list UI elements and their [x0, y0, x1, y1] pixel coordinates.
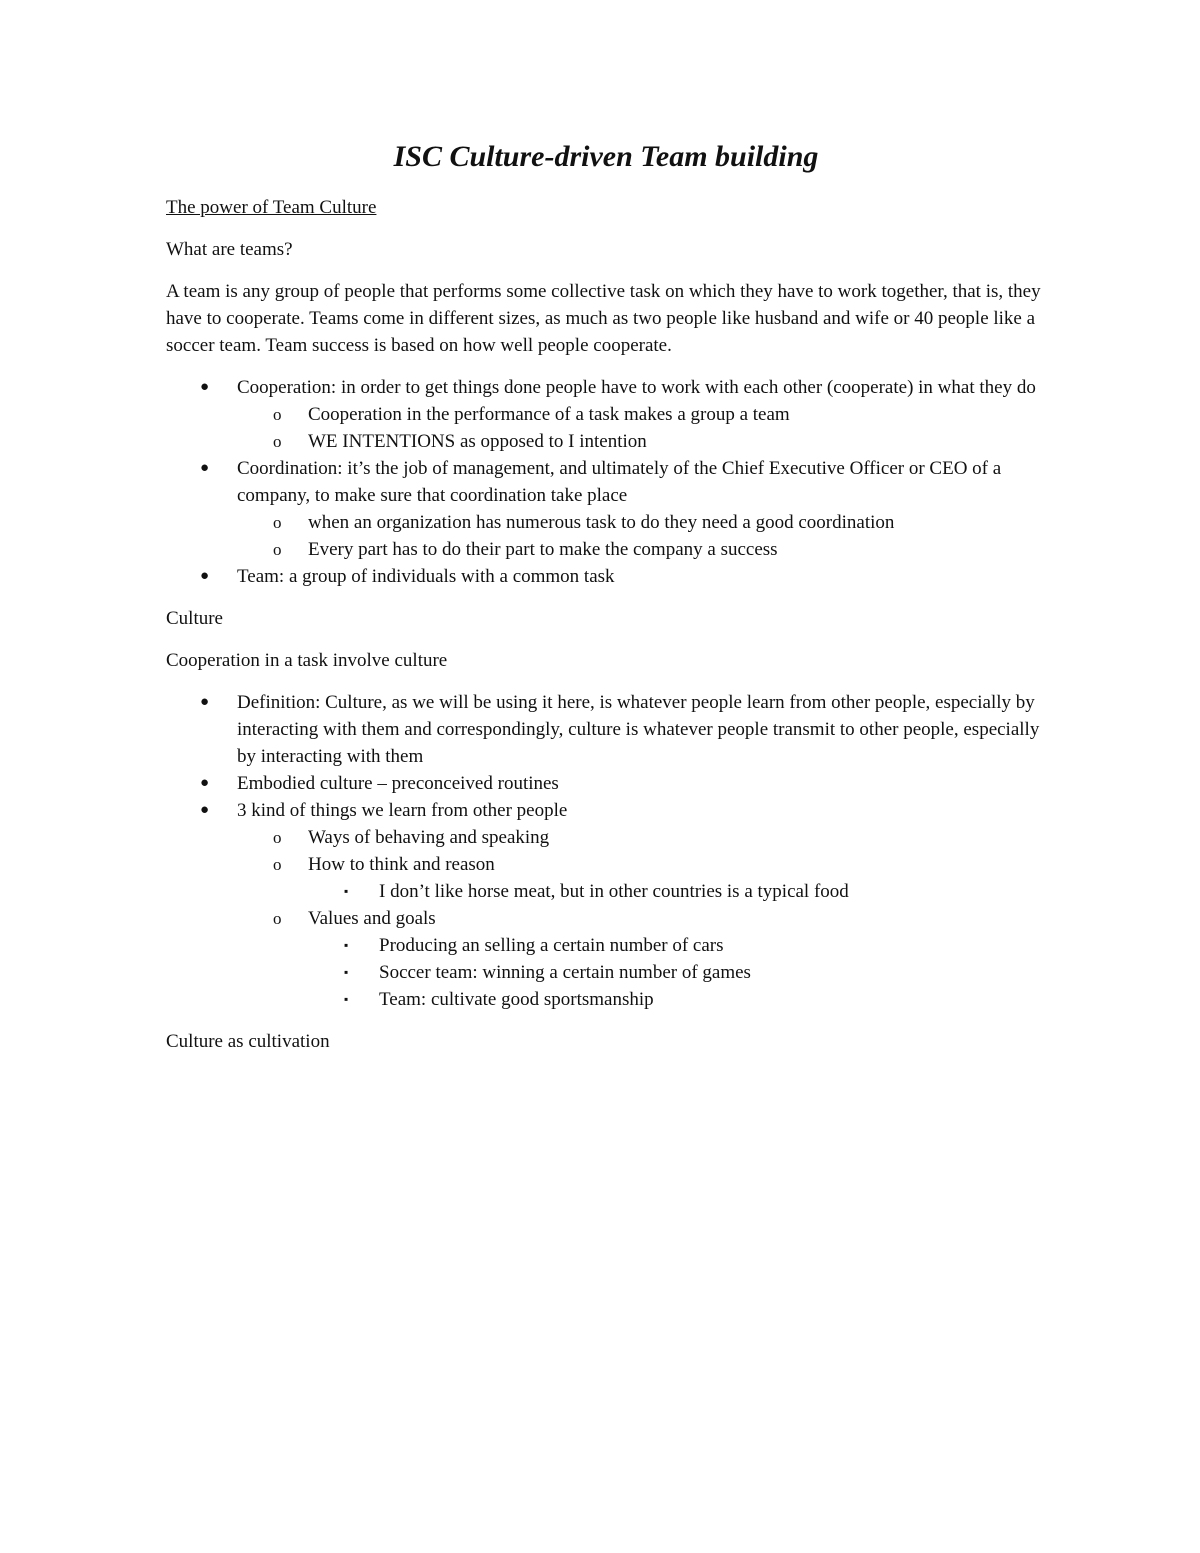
section-heading: The power of Team Culture [166, 197, 377, 218]
list-item-text: WE INTENTIONS as opposed to I intention [308, 431, 647, 452]
list-item [237, 536, 1046, 563]
culture-intro: Cooperation in a task involve culture [166, 650, 448, 671]
circle-marker: o [273, 513, 282, 532]
question-teams: What are teams? [166, 239, 293, 260]
circle-marker: o [273, 855, 282, 874]
bullet-marker: ● [200, 379, 210, 395]
sub-sub-list [308, 878, 1046, 905]
list-item-text: Definition: Culture, as we will be using it here, is whatever people learn from other people, especially by interacting with them and correspondingly, culture is whatever people transmit to other people, especially by interacting with them [237, 692, 1040, 767]
circle-marker: o [273, 540, 282, 559]
list-item-text: Coordination: it’s the job of management, and ultimately of the Chief Executive Officer or CEO of a company, to make sure that coordination take place [237, 458, 1002, 506]
sub-list [237, 509, 1046, 563]
list-item [166, 689, 1046, 770]
list-item [166, 563, 1046, 590]
list-item-text: Soccer team: winning a certain number of games [379, 962, 751, 983]
square-marker: ▪ [344, 938, 349, 952]
list-item [166, 374, 1046, 455]
square-marker: ▪ [344, 965, 349, 979]
closing-heading: Culture as cultivation [166, 1031, 330, 1052]
list-item-text: How to think and reason [308, 854, 495, 875]
bullet-marker: ● [200, 802, 210, 818]
circle-marker: o [273, 828, 282, 847]
sub-sub-list [308, 932, 1046, 1013]
document-body [166, 138, 1046, 1070]
sub-list [237, 824, 1046, 1013]
list-item [308, 932, 1046, 959]
list-item-text: 3 kind of things we learn from other people [237, 800, 568, 821]
list-item [237, 851, 1046, 905]
list-item [237, 401, 1046, 428]
list-item [308, 878, 1046, 905]
list-item [166, 455, 1046, 563]
list-item-text: Cooperation: in order to get things done people have to work with each other (cooperate) in what they do [237, 377, 1036, 398]
intro-paragraph: A team is any group of people that performs some collective task on which they have to work together, that is, they have to cooperate. Teams come in different sizes, as much as two people like husband and wife or 40 people like a soccer team. Team success is based on how well people cooperate. [166, 281, 1041, 356]
bullet-marker: ● [200, 775, 210, 791]
square-marker: ▪ [344, 992, 349, 1006]
list-item-text: I don’t like horse meat, but in other countries is a typical food [379, 881, 849, 902]
document-title: ISC Culture-driven Team building [393, 140, 819, 173]
list-item [308, 986, 1046, 1013]
list-item-text: Every part has to do their part to make the company a success [308, 539, 778, 560]
list-item [166, 797, 1046, 1013]
list-item [237, 824, 1046, 851]
culture-heading: Culture [166, 608, 223, 629]
team-bullet-list [166, 374, 1046, 590]
list-item-text: Team: a group of individuals with a common task [237, 566, 615, 587]
list-item-text: Team: cultivate good sportsmanship [379, 989, 654, 1010]
list-item-text: Ways of behaving and speaking [308, 827, 550, 848]
list-item [237, 428, 1046, 455]
list-item [166, 770, 1046, 797]
bullet-marker: ● [200, 568, 210, 584]
list-item-text: Cooperation in the performance of a task makes a group a team [308, 404, 790, 425]
list-item-text: Values and goals [308, 908, 436, 929]
square-marker: ▪ [344, 884, 349, 898]
bullet-marker: ● [200, 460, 210, 476]
circle-marker: o [273, 405, 282, 424]
bullet-marker: ● [200, 694, 210, 710]
list-item [237, 905, 1046, 1013]
list-item [308, 959, 1046, 986]
list-item-text: Embodied culture – preconceived routines [237, 773, 559, 794]
list-item-text: when an organization has numerous task to do they need a good coordination [308, 512, 895, 533]
sub-list [237, 401, 1046, 455]
list-item [237, 509, 1046, 536]
circle-marker: o [273, 432, 282, 451]
list-item-text: Producing an selling a certain number of cars [379, 935, 724, 956]
culture-bullet-list [166, 689, 1046, 1013]
circle-marker: o [273, 909, 282, 928]
